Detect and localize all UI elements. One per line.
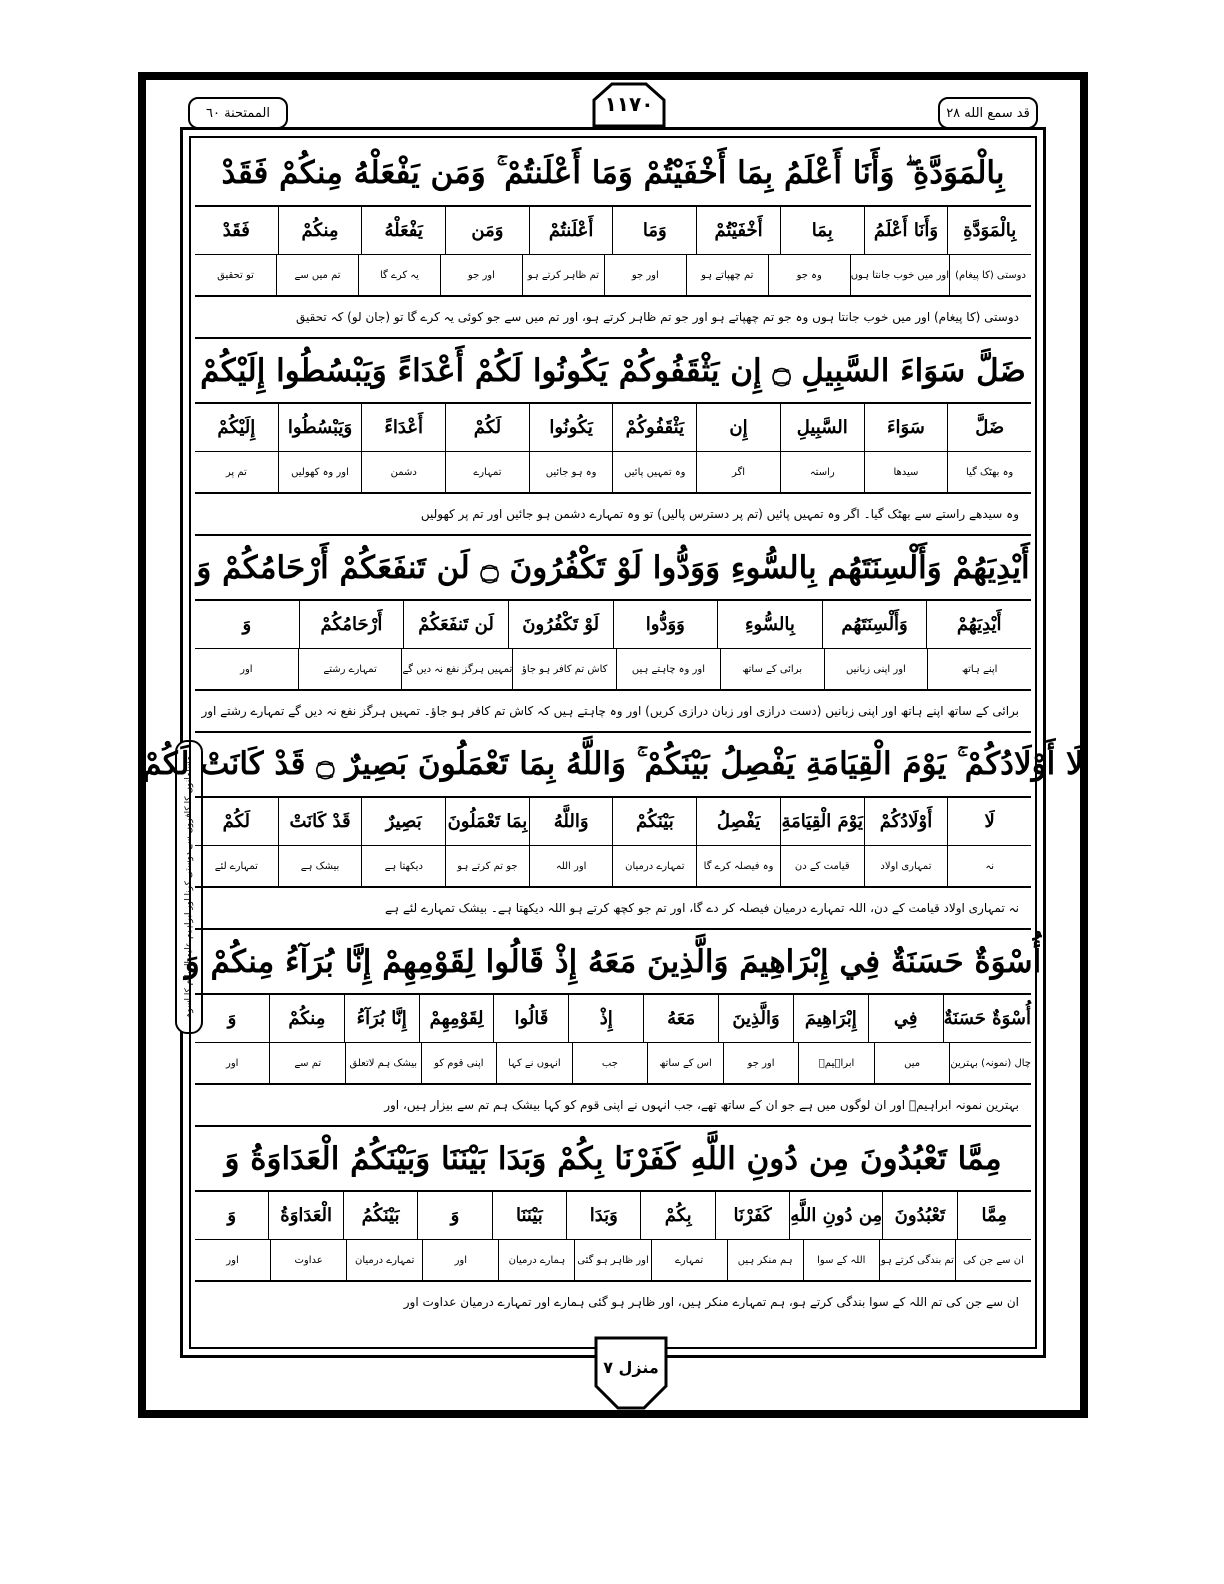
urdu-meaning-cell: اور جو (604, 255, 686, 295)
arabic-word-cell: كَفَرْنَا (715, 1192, 789, 1239)
arabic-word-cell: لَوْ تَكْفُرُونَ (508, 601, 613, 648)
arabic-word-cell: أَعْلَنتُمْ (529, 207, 613, 254)
arabic-word-cell: إِن (696, 404, 780, 451)
arabic-word-cell: وَمَا (612, 207, 696, 254)
arabic-word-cell: أُسْوَةٌ حَسَنَةٌ (943, 995, 1031, 1042)
urdu-meaning-cell: تو تحقیق (217, 269, 254, 281)
surah-tag-left: الممتحنة ٦٠ (188, 97, 288, 129)
urdu-meaning-cell: اگر (696, 452, 780, 492)
meaning-row (195, 1043, 1031, 1085)
arabic-word-cell: بِمَا تَعْمَلُونَ (445, 798, 529, 845)
arabic-word-cell: بَيْنَكُمُ (343, 1192, 417, 1239)
arabic-word-cell: قَدْ كَانَتْ (278, 798, 362, 845)
arabic-word-cell: يَفْعَلْهُ (361, 207, 445, 254)
arabic-word-cell: قَالُوا (493, 995, 568, 1042)
arabic-word-cell: وَ (417, 1192, 491, 1239)
urdu-meaning-cell: انہوں نے کہا (496, 1043, 572, 1083)
arabic-word-cell: أَعْدَاءً (361, 404, 445, 451)
juz-tag-right: قد سمع الله ٢٨ (938, 97, 1038, 129)
arabic-word-cell: سَوَاءَ (864, 404, 948, 451)
arabic-word-cell: أَخْفَيْتُمْ (696, 207, 780, 254)
arabic-word-cell: أَوْلَادُكُمْ (864, 798, 948, 845)
arabic-word-cell: لَن تَنفَعَكُمْ (403, 601, 508, 648)
main-panel-inner (142, 136, 1084, 1349)
arabic-word-cell: إِذْ (568, 995, 643, 1042)
page-frame-inner (142, 80, 1084, 1410)
urdu-meaning-cell: دوستی (کا پیغام) (949, 255, 1031, 295)
arabic-word-cell: يَكُونُوا (529, 404, 613, 451)
arabic-word-cell: يَثْقَفُوكُمْ (612, 404, 696, 451)
urdu-meaning-cell: بیشک ہے (278, 846, 362, 886)
arabic-verse-line: ضَلَّ سَوَاءَ السَّبِيلِ ۝ إِن يَثْقَفُوكُمْ يَكُونُوا لَكُمْ أَعْدَاءً وَيَبْسُطُوا إِلَيْكُمْ (195, 339, 1031, 404)
urdu-meaning-cell: بیشک ہم لاتعلق (345, 1043, 421, 1083)
urdu-meaning-cell: قیامت کے دن (780, 846, 864, 886)
arabic-word-cell: إِنَّا بُرَآءُ (344, 995, 419, 1042)
urdu-translation-line: وہ سیدھے راستے سے بھٹک گیا۔ اگر وہ تمہیں پائیں (تم پر دسترس پالیں) تو وہ تمہارے دشمن ہو جائیں اور تم پر کھولیں (420, 507, 1019, 521)
urdu-meaning-cell: اور وہ کھولیں (278, 452, 362, 492)
urdu-meaning-cell: ابراہیمؑ (798, 1043, 874, 1083)
urdu-meaning-cell: جب (572, 1043, 648, 1083)
word-row (195, 798, 1031, 846)
urdu-meaning-cell: یہ کرے گا (358, 255, 440, 295)
arabic-word-cell: وَيَبْسُطُوا (278, 404, 362, 451)
arabic-word-cell: فَقَدْ (222, 220, 250, 241)
arabic-word-cell: وَاللَّهُ (529, 798, 613, 845)
urdu-meaning-cell: اور جو (440, 255, 522, 295)
meaning-row (195, 452, 1031, 494)
urdu-meaning-cell: وہ جو (768, 255, 850, 295)
arabic-word-cell: وَبَدَا (566, 1192, 640, 1239)
urdu-meaning-cell: دشمن (361, 452, 445, 492)
arabic-word-cell: بَيْنَكُمْ (612, 798, 696, 845)
urdu-meaning-cell: سیدھا (864, 452, 948, 492)
urdu-meaning-cell: تم بندگی کرتے ہو (879, 1240, 955, 1280)
urdu-meaning-cell: وہ بھٹک گیا (947, 452, 1031, 492)
word-row (195, 995, 1031, 1043)
arabic-verse-line: بِالْمَوَدَّةِ ۖ وَأَنَا أَعْلَمُ بِمَا أَخْفَيْتُمْ وَمَا أَعْلَنتُمْ ۚ وَمَن يَفْعَلْهُ مِنكُمْ فَقَدْ (195, 142, 1031, 207)
arabic-word-cell: بَيْنَنَا (492, 1192, 566, 1239)
arabic-word-cell: مِنكُمْ (278, 207, 362, 254)
arabic-word-cell: السَّبِيلِ (780, 404, 864, 451)
urdu-meaning-cell: اور اپنی زبانیں (824, 649, 928, 689)
urdu-meaning-cell: وہ ہو جائیں (529, 452, 613, 492)
arabic-word-cell: وَأَنَا أَعْلَمُ (864, 207, 948, 254)
urdu-meaning-cell: دیکھتا ہے (361, 846, 445, 886)
arabic-word-cell: مِنكُمْ (269, 995, 344, 1042)
arabic-word-cell: وَالَّذِينَ (718, 995, 793, 1042)
urdu-meaning-cell: اللہ کے سوا (803, 1240, 879, 1280)
urdu-meaning-cell: تم سے (269, 1043, 345, 1083)
urdu-meaning-cell: اپنی قوم کو (421, 1043, 497, 1083)
urdu-meaning-cell: تمہارے رشتے (298, 649, 402, 689)
urdu-meaning-cell: اور وہ چاہتے ہیں (616, 649, 720, 689)
urdu-translation-line: دوستی (کا پیغام) اور میں خوب جانتا ہوں وہ جو تم چھپاتے ہو اور جو تم ظاہر کرتے ہو، اور تم میں سے جو کوئی یہ کرے گا تو (جان لو) کہ تحقیق (295, 310, 1019, 324)
arabic-word-cell: وَمَن (445, 207, 529, 254)
arabic-word-cell: لَكُمْ (445, 404, 529, 451)
arabic-word-cell: وَ (227, 1205, 237, 1226)
urdu-meaning-cell: میں (874, 1043, 950, 1083)
urdu-meaning-cell: اور اللہ (529, 846, 613, 886)
arabic-word-cell: بِمَا (780, 207, 864, 254)
urdu-translation-line: برائی کے ساتھ اپنے ہاتھ اور اپنی زبانیں (دست درازی اور زبان درازی کریں) اور وہ چاہتے ہیں کہ کاش تم کافر ہو جاؤ۔ تمہیں ہرگز نفع نہ دیں گے تمہارے رشتے اور (201, 704, 1019, 718)
arabic-word-cell: بِكُمْ (640, 1192, 714, 1239)
urdu-meaning-cell: چال (نمونہ) بہترین (949, 1043, 1031, 1083)
arabic-word-cell: إِلَيْكُمْ (217, 417, 256, 438)
arabic-word-cell: بَصِيرٌ (361, 798, 445, 845)
urdu-meaning-cell: تمہارے درمیان (612, 846, 696, 886)
arabic-word-cell: يَوْمَ الْقِيَامَةِ (780, 798, 864, 845)
arabic-word-cell: بِالسُّوءِ (717, 601, 822, 648)
arabic-verse-line: أُسْوَةٌ حَسَنَةٌ فِي إِبْرَاهِيمَ وَالَّذِينَ مَعَهُ إِذْ قَالُوا لِقَوْمِهِمْ إِنَّا بُرَآءُ مِنكُمْ وَ (195, 930, 1031, 995)
urdu-meaning-cell: اور میں خوب جانتا ہوں (850, 255, 949, 295)
arabic-word-cell: لِقَوْمِهِمْ (419, 995, 494, 1042)
side-topic-text: مسلمانوں کا کافروں سے دوستی کرنا اور ابراہیم علیہ السلام کا اسوہ (184, 756, 194, 1018)
arabic-verse-line: مِمَّا تَعْبُدُونَ مِن دُونِ اللَّهِ كَفَرْنَا بِكُمْ وَبَدَا بَيْنَنَا وَبَيْنَكُمُ الْعَدَاوَةُ وَ (195, 1127, 1031, 1192)
urdu-meaning-cell: وہ فیصلہ کرے گا (696, 846, 780, 886)
page-number-badge (588, 82, 670, 126)
word-row (195, 404, 1031, 452)
urdu-translation-line: نہ تمہاری اولاد قیامت کے دن، اللہ تمہارے درمیان فیصلہ کر دے گا، اور تم جو کچھ کرتے ہو اللہ دیکھتا ہے۔ بیشک تمہارے لئے ہے (385, 901, 1019, 915)
verse-block (195, 142, 1031, 339)
arabic-word-cell: إِبْرَاهِيمَ (793, 995, 868, 1042)
meaning-row (195, 1240, 1031, 1282)
verse-block (195, 339, 1031, 536)
urdu-meaning-cell: تم پر (225, 466, 247, 478)
urdu-meaning-cell: اس کے ساتھ (647, 1043, 723, 1083)
arabic-word-cell: فِي (868, 995, 943, 1042)
urdu-meaning-cell: ہمارے درمیان (498, 1240, 574, 1280)
urdu-meaning-cell: اپنے ہاتھ (927, 649, 1031, 689)
arabic-word-cell: وَأَلْسِنَتَهُم (822, 601, 927, 648)
urdu-meaning-cell: اور (240, 663, 253, 675)
arabic-word-cell: أَرْحَامُكُمْ (299, 601, 404, 648)
verse-block (195, 1127, 1031, 1322)
arabic-word-cell: الْعَدَاوَةُ (268, 1192, 342, 1239)
arabic-word-cell: وَ (227, 1008, 237, 1029)
urdu-meaning-cell: اور (422, 1240, 498, 1280)
arabic-verse-line: أَيْدِيَهُمْ وَأَلْسِنَتَهُم بِالسُّوءِ وَوَدُّوا لَوْ تَكْفُرُونَ ۝ لَن تَنفَعَكُمْ أَرْحَامُكُمْ وَ (195, 536, 1031, 601)
urdu-translation-line: بہترین نمونہ ابراہیمؑ اور ان لوگوں میں ہے جو ان کے ساتھ تھے، جب انہوں نے اپنی قوم کو کہا بیشک ہم تم سے بیزار ہیں، اور (384, 1098, 1019, 1112)
urdu-meaning-cell: تمہارے (445, 452, 529, 492)
urdu-meaning-cell: تمہارے لئے (214, 860, 258, 872)
urdu-translation-line: ان سے جن کی تم اللہ کے سوا بندگی کرتے ہو، ہم تمہارے منکر ہیں، اور ظاہر ہو گئی ہمارے اور تمہارے درمیان عداوت اور (403, 1295, 1019, 1309)
arabic-verse-line: لَا أَوْلَادُكُمْ ۚ يَوْمَ الْقِيَامَةِ يَفْصِلُ بَيْنَكُمْ ۚ وَاللَّهُ بِمَا تَعْمَلُونَ بَصِيرٌ ۝ قَدْ كَانَتْ لَكُمْ (195, 733, 1031, 798)
urdu-meaning-cell: اور جو (723, 1043, 799, 1083)
arabic-word-cell: مِمَّا (957, 1192, 1031, 1239)
urdu-meaning-cell: نہ (947, 846, 1031, 886)
urdu-meaning-cell: وہ تمہیں پائیں (612, 452, 696, 492)
urdu-meaning-cell: راستہ (780, 452, 864, 492)
manzil-label: منزل ٧ (603, 1358, 659, 1377)
arabic-word-cell: بِالْمَوَدَّةِ (947, 207, 1031, 254)
arabic-word-cell: لَكُمْ (222, 811, 251, 832)
arabic-word-cell: ضَلَّ (947, 404, 1031, 451)
word-row (195, 601, 1031, 649)
urdu-meaning-cell: عداوت (270, 1240, 346, 1280)
urdu-meaning-cell: اور (226, 1254, 239, 1266)
arabic-word-cell: مِن دُونِ اللَّهِ (789, 1192, 882, 1239)
page-frame (138, 72, 1088, 1418)
word-row (195, 1192, 1031, 1240)
urdu-meaning-cell: جو تم کرتے ہو (445, 846, 529, 886)
meaning-row (195, 846, 1031, 888)
urdu-meaning-cell: ان سے جن کی (955, 1240, 1031, 1280)
urdu-meaning-cell: تمہارے درمیان (346, 1240, 422, 1280)
urdu-meaning-cell: تمہیں ہرگز نفع نہ دیں گے (401, 649, 512, 689)
arabic-word-cell: تَعْبُدُونَ (882, 1192, 956, 1239)
word-row (195, 207, 1031, 255)
arabic-word-cell: وَوَدُّوا (613, 601, 718, 648)
page-number: ١١٧٠ (604, 92, 654, 116)
arabic-word-cell: لَا (947, 798, 1031, 845)
arabic-word-cell: يَفْصِلُ (696, 798, 780, 845)
urdu-meaning-cell: تم چھپاتے ہو (686, 255, 768, 295)
arabic-word-cell: وَ (242, 614, 252, 635)
manzil-badge (594, 1338, 668, 1410)
meaning-row (195, 649, 1031, 691)
urdu-meaning-cell: تم ظاہر کرتے ہو (522, 255, 604, 295)
urdu-meaning-cell: ہم منکر ہیں (727, 1240, 803, 1280)
urdu-meaning-cell: تمہارے (651, 1240, 727, 1280)
urdu-meaning-cell: تمہاری اولاد (864, 846, 948, 886)
arabic-word-cell: مَعَهُ (643, 995, 718, 1042)
arabic-word-cell: أَيْدِيَهُمْ (926, 601, 1031, 648)
meaning-row (195, 255, 1031, 297)
urdu-meaning-cell: کاش تم کافر ہو جاؤ (512, 649, 616, 689)
verse-block (184, 930, 1042, 1127)
urdu-meaning-cell: تم میں سے (276, 255, 358, 295)
urdu-meaning-cell: اور ظاہر ہو گئی (574, 1240, 650, 1280)
main-panel (142, 127, 1084, 1358)
verse-block (195, 536, 1031, 733)
urdu-meaning-cell: اور (225, 1057, 239, 1069)
urdu-meaning-cell: برائی کے ساتھ (720, 649, 824, 689)
